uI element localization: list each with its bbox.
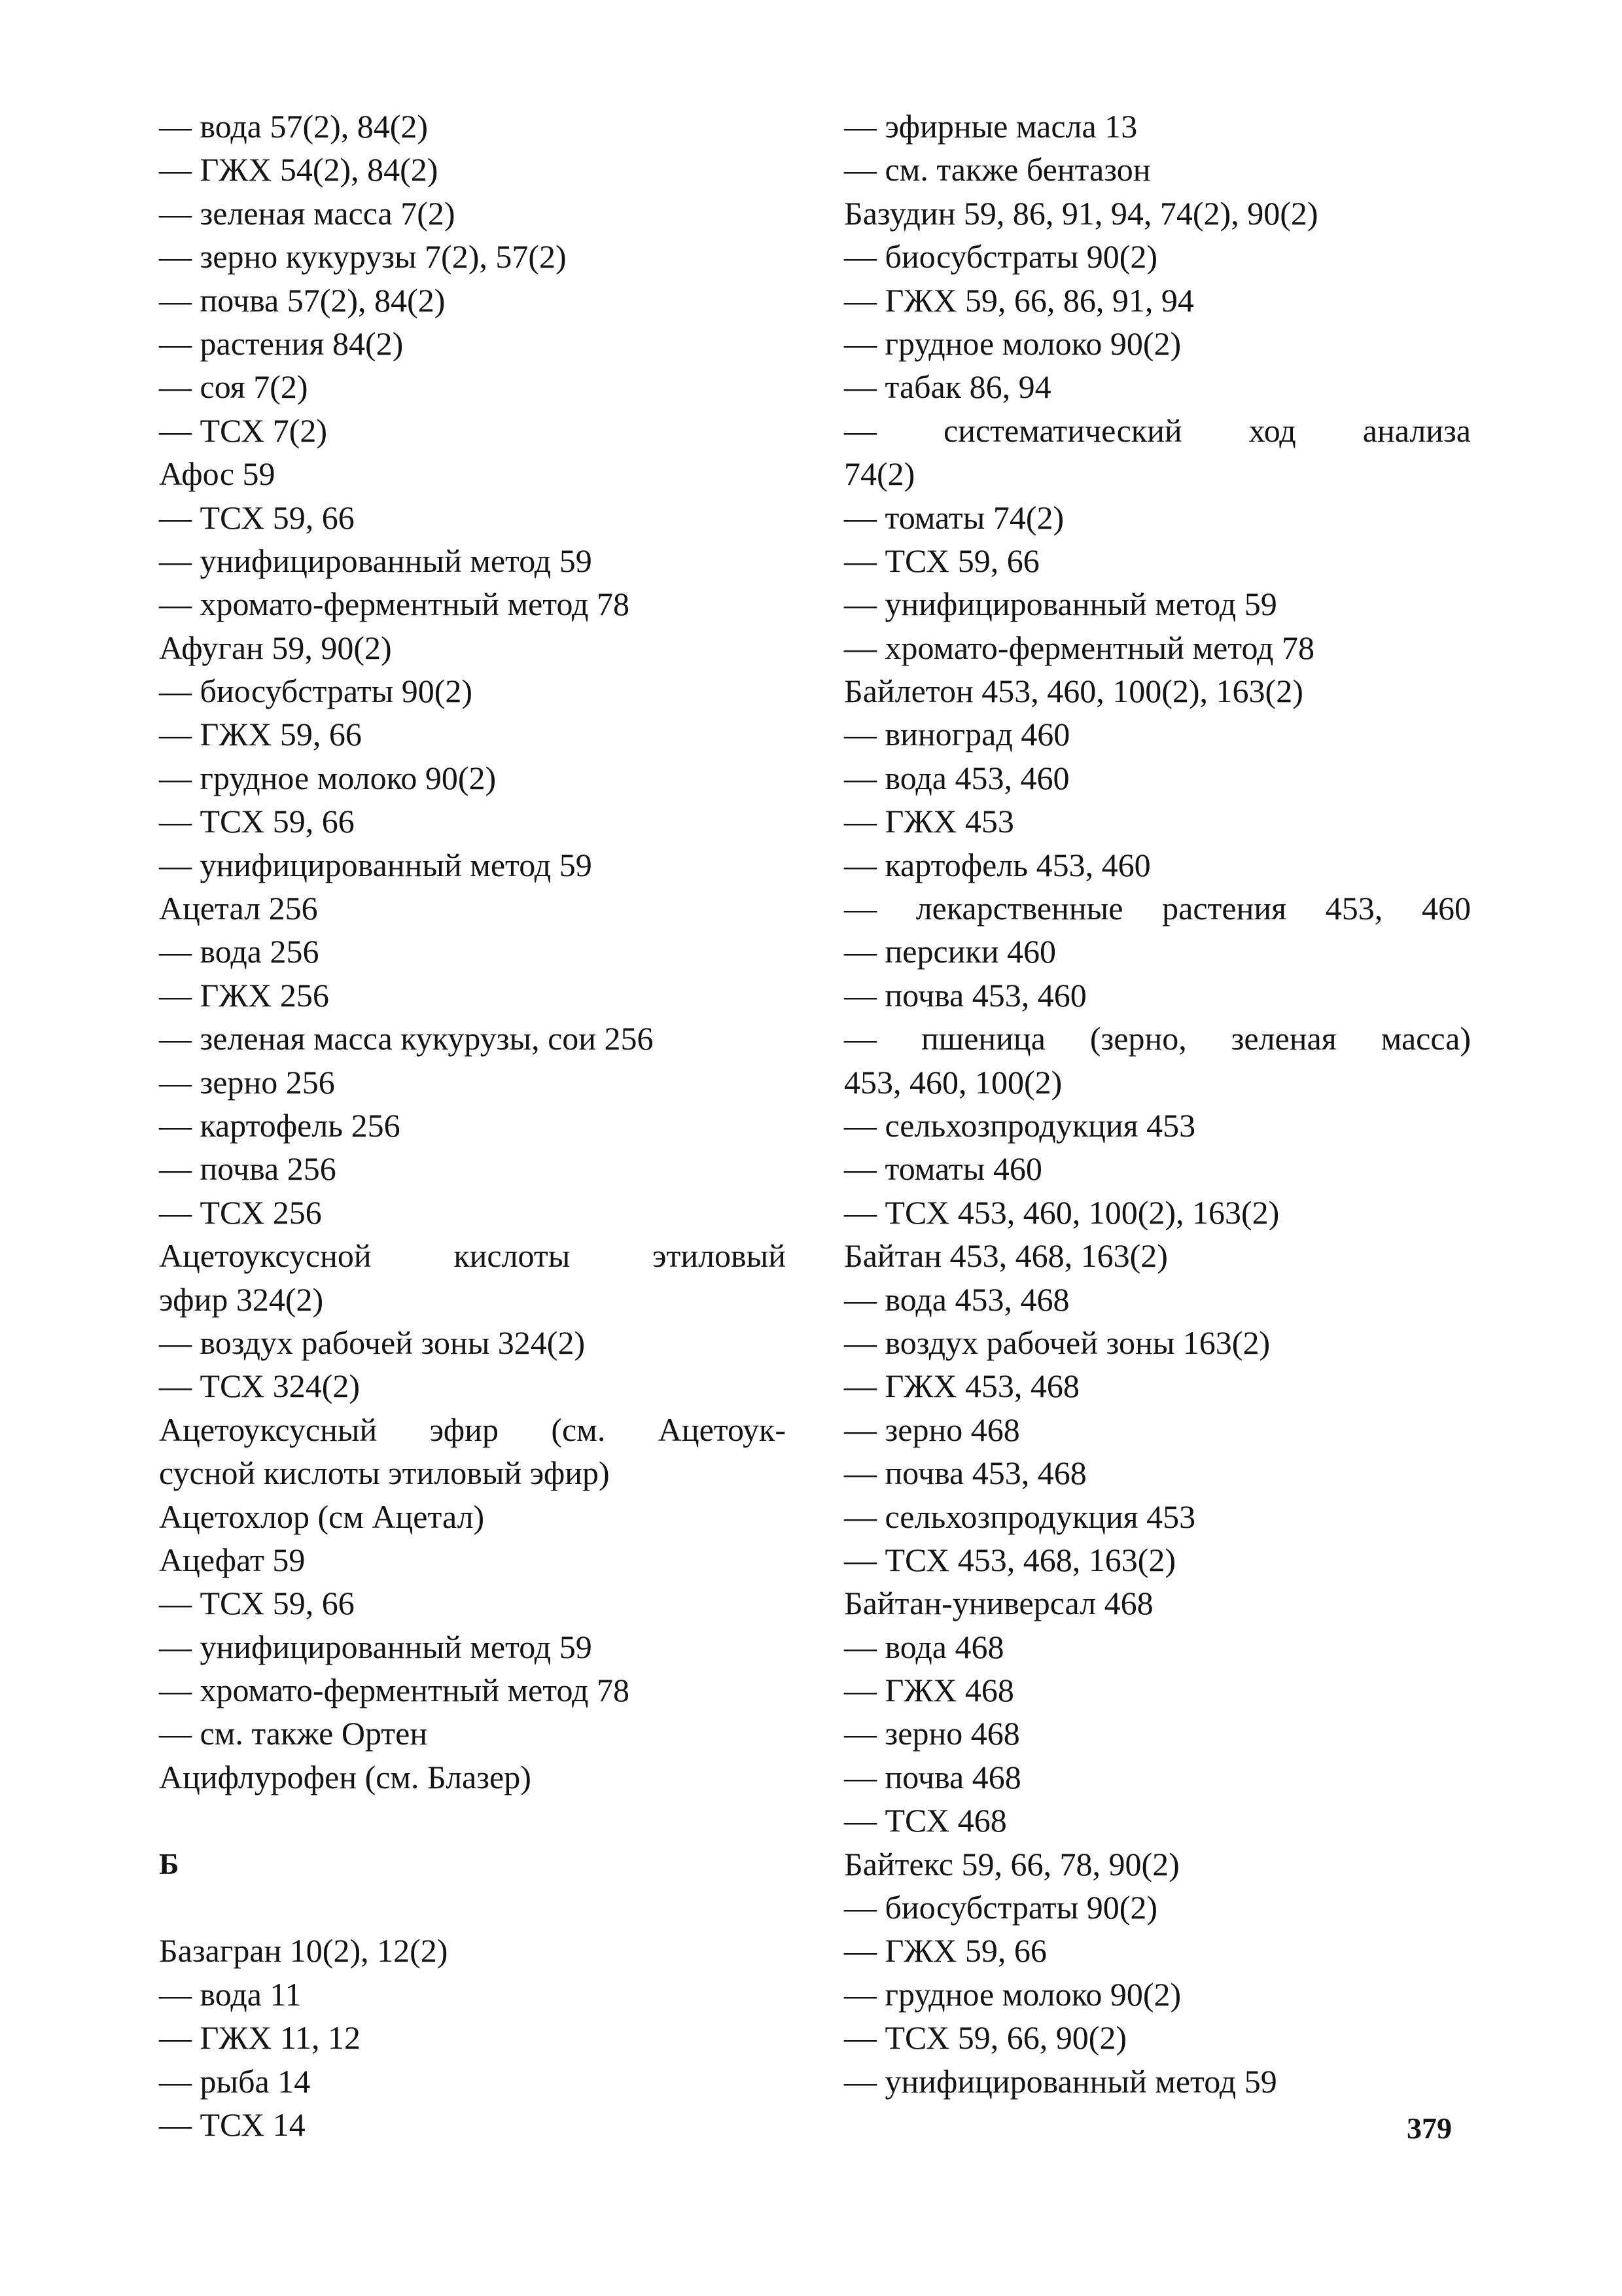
index-entry: — ТСХ 59, 66 [844,542,1040,579]
index-entry: — воздух рабочей зоны 163(2) [844,1324,1271,1361]
index-entry: — ГЖХ 54(2), 84(2) [159,151,438,188]
index-entry: — пшеница (зерно, зеленая масса) [844,1020,1471,1057]
index-entry: Базагран 10(2), 12(2) [159,1932,448,1969]
index-entry: — ТСХ 453, 468, 163(2) [844,1541,1176,1578]
index-entry: — виноград 460 [844,716,1070,753]
index-entry: — томаты 74(2) [844,499,1065,536]
index-entry: — зеленая масса 7(2) [159,194,455,232]
index-entry: Ацифлурофен (см. Блазер) [159,1758,531,1795]
index-entry: — вода 256 [159,933,319,970]
index-entry: — см. также бентазон [844,151,1151,188]
index-entry: — картофель 256 [159,1106,400,1144]
index-entry: — вода 11 [159,1975,302,2013]
blank-line [159,1886,786,1929]
index-entry: — ГЖХ 59, 66 [844,1932,1047,1969]
index-entry: — ТСХ 256 [159,1193,322,1231]
index-entry: — унифицированный метод 59 [844,586,1277,623]
index-entry: — вода 57(2), 84(2) [159,108,429,145]
index-entry: сусной кислоты этиловый эфир) [159,1455,610,1492]
index-entry: Байлетон 453, 460, 100(2), 163(2) [844,673,1303,710]
index-entry: — рыба 14 [159,2062,311,2100]
index-entry: — вода 453, 468 [844,1280,1070,1318]
index-entry: — см. также Ортен [159,1715,428,1752]
index-column-left [159,105,786,2146]
index-entry: Ацетоуксусный эфир (см. Ацетоук- [159,1411,786,1448]
index-entry: — ГЖХ 453 [844,803,1014,840]
index-entry: — унифицированный метод 59 [844,2062,1277,2100]
index-entry: — персики 460 [844,933,1056,970]
index-entry: — вода 453, 460 [844,759,1070,796]
index-entry: — сельхозпродукция 453 [844,1498,1196,1535]
index-entry: Ацетохлор (см Ацетал) [159,1498,485,1535]
index-entry: — ТСХ 324(2) [159,1368,361,1405]
index-entry: — ТСХ 453, 460, 100(2), 163(2) [844,1193,1280,1231]
index-entry: — зеленая масса кукурузы, сои 256 [159,1020,654,1057]
index-entry: Байтекс 59, 66, 78, 90(2) [844,1845,1180,1882]
index-entry: 74(2) [844,455,915,493]
index-entry: — почва 453, 460 [844,976,1087,1014]
index-entry: — лекарственные растения 453, 460 [844,890,1471,927]
index-entry: — соя 7(2) [159,368,308,406]
index-column-right [844,105,1471,2103]
index-entry: — ГЖХ 468 [844,1672,1014,1709]
index-entry: — хромато-ферментный метод 78 [844,629,1314,666]
index-entry: — картофель 453, 460 [844,846,1151,883]
index-entry: Афос 59 [159,455,275,493]
index-entry: Ацетал 256 [159,890,318,927]
index-entry: Базудин 59, 86, 91, 94, 74(2), 90(2) [844,194,1318,232]
index-entry: — биосубстраты 90(2) [844,1889,1158,1926]
index-entry: — биосубстраты 90(2) [844,238,1158,275]
page-number: 379 [1407,2111,1452,2145]
index-entry: — ТСХ 7(2) [159,412,328,449]
index-entry: Афуган 59, 90(2) [159,629,392,666]
index-entry: — ТСХ 59, 66 [159,499,355,536]
index-entry: — сельхозпродукция 453 [844,1106,1196,1144]
index-entry: — почва 453, 468 [844,1455,1087,1492]
index-entry: — воздух рабочей зоны 324(2) [159,1324,586,1361]
index-entry: Байтан 453, 468, 163(2) [844,1237,1168,1275]
index-entry: — томаты 460 [844,1150,1042,1188]
index-entry: — биосубстраты 90(2) [159,673,473,710]
index-entry: — хромато-ферментный метод 78 [159,586,629,623]
index-entry: — почва 468 [844,1758,1021,1795]
index-entry: — растения 84(2) [159,325,404,362]
index-entry: — зерно кукурузы 7(2), 57(2) [159,238,567,275]
index-entry: — унифицированный метод 59 [159,542,592,579]
index-entry: — унифицированный метод 59 [159,846,592,883]
index-entry: — табак 86, 94 [844,368,1051,406]
index-entry: 453, 460, 100(2) [844,1063,1063,1101]
index-entry: — вода 468 [844,1628,1004,1665]
index-entry: — ТСХ 59, 66 [159,803,355,840]
index-entry: Байтан-универсал 468 [844,1585,1154,1622]
index-entry: — ГЖХ 59, 66, 86, 91, 94 [844,281,1194,319]
index-entry: Ацетоуксусной кислоты этиловый [159,1237,786,1275]
index-entry: — грудное молоко 90(2) [844,325,1182,362]
index-entry: — грудное молоко 90(2) [159,759,497,796]
index-entry: — ГЖХ 11, 12 [159,2019,361,2057]
index-entry: Ацефат 59 [159,1541,306,1578]
index-entry: — почва 57(2), 84(2) [159,281,446,319]
index-entry: — эфирные масла 13 [844,108,1138,145]
index-entry: — зерно 256 [159,1063,335,1101]
index-entry: — почва 256 [159,1150,336,1188]
index-entry: — ГЖХ 59, 66 [159,716,362,753]
blank-line [159,1799,786,1842]
index-entry: — зерно 468 [844,1715,1020,1752]
index-entry: — систематический ход анализа [844,412,1471,449]
index-entry: — ТСХ 59, 66, 90(2) [844,2019,1127,2057]
section-letter: Б [159,1846,179,1881]
index-entry: — ТСХ 59, 66 [159,1585,355,1622]
index-entry: — хромато-ферментный метод 78 [159,1672,629,1709]
index-entry: — ТСХ 14 [159,2106,306,2143]
index-entry: — ГЖХ 453, 468 [844,1368,1080,1405]
index-entry: — унифицированный метод 59 [159,1628,592,1665]
index-entry: — ГЖХ 256 [159,976,329,1014]
index-entry: — ТСХ 468 [844,1802,1007,1839]
index-entry: — зерно 468 [844,1411,1020,1448]
index-entry: — грудное молоко 90(2) [844,1975,1182,2013]
index-entry: эфир 324(2) [159,1280,324,1318]
